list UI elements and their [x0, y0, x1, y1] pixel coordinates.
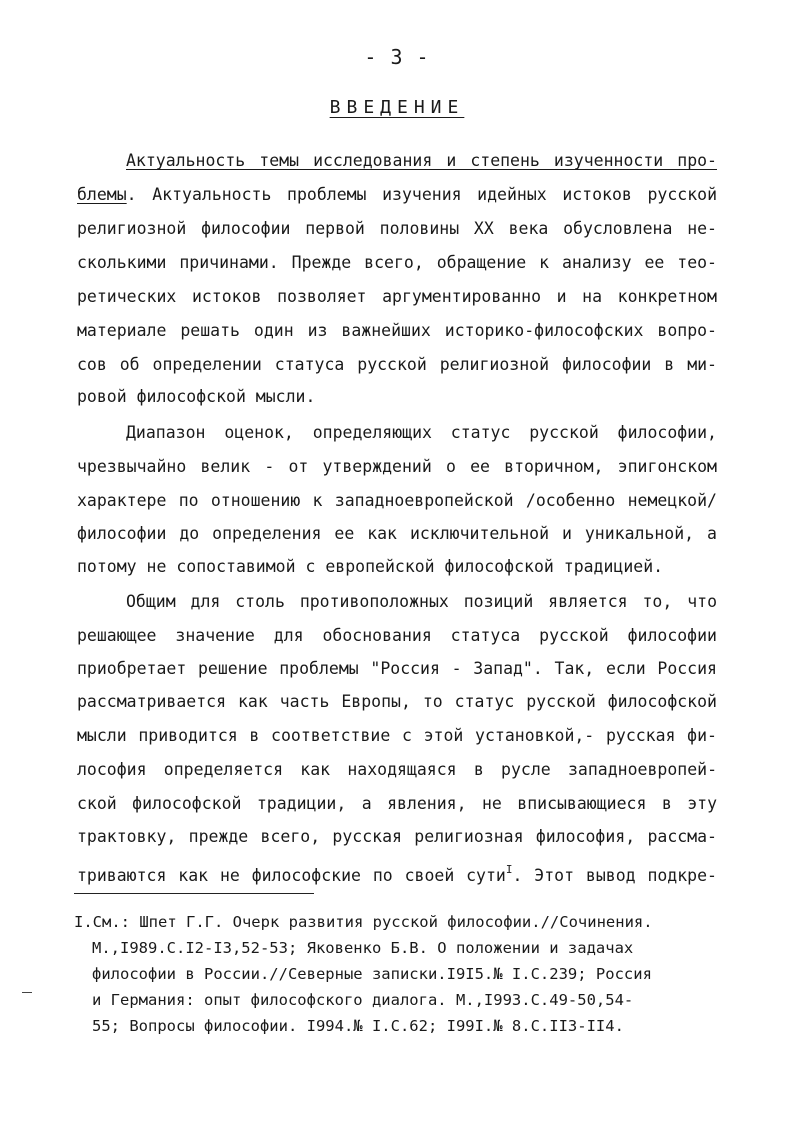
footnote-marker: I [505, 863, 513, 876]
paragraph-2-line-3: характере по отношению к западноевропейской /особенно немецкой/ [77, 491, 717, 510]
paragraph-3-line-8: трактовку, прежде всего, русская религиозная философия, рассма- [77, 827, 717, 846]
paragraph-2-line-5: потому не сопоставимой с европейской философской традицией. [77, 557, 664, 576]
section-title-text: ВВЕДЕНИЕ [329, 97, 465, 118]
paragraph-3-line-3: приобретает решение проблемы "Россия - Запад". Так, если Россия [77, 659, 717, 678]
subheading-part-1: Актуальность темы исследования и степень изученности про- [126, 151, 717, 170]
paragraph-3-line-4: рассматривается как часть Европы, то статус русской философской [77, 692, 717, 711]
paragraph-3-line-1: Общим для столь противоположных позиций является то, что [126, 592, 717, 611]
page-number: - 3 - [364, 45, 430, 69]
paragraph-2-line-2: чрезвычайно велик - от утверждений о ее вторичном, эпигонском [77, 457, 717, 476]
paragraph-1-line-6: материале решать один из важнейших историко-философских вопро- [77, 321, 717, 340]
paragraph-2-line-4: философии до определения ее как исключительной и уникальной, а [77, 524, 717, 543]
paragraph-1-line-7: сов об определении статуса русской религиозной философии в ми- [77, 355, 717, 374]
paragraph-3-line-9-rest: . Этот вывод подкре- [512, 866, 717, 885]
paragraph-2-line-1: Диапазон оценок, определяющих статус русской философии, [126, 423, 717, 442]
section-title [0, 97, 794, 118]
paragraph-1-line-2 [77, 184, 717, 206]
paragraph-1-line-8: ровой философской мысли. [77, 387, 316, 406]
paragraph-3-line-9-text: триваются как не философские по своей сути [77, 866, 506, 885]
footnote-line-3: философии в России.//Северные записки.I9I5.№ I.С.239; Россия [92, 965, 652, 983]
footnote-line-4: и Германия: опыт философского диалога. М.,I993.С.49-50,54- [92, 991, 634, 1009]
paragraph-1-line-3: религиозной философии первой половины XX века обусловлена не- [77, 219, 717, 238]
paragraph-1-line-5: ретических истоков позволяет аргументированно и на конкретном [77, 287, 717, 306]
paragraph-3-line-5: мысли приводится в соответствие с этой установкой,- русская фи- [77, 726, 717, 745]
margin-mark [22, 992, 32, 993]
paragraph-3-line-9 [77, 859, 717, 887]
paragraph-3-line-6: лософия определяется как находящаяся в русле западноевропей- [77, 760, 717, 779]
paragraph-3-line-7: ской философской традиции, а явления, не вписывающиеся в эту [77, 794, 717, 813]
footnote-line-2: М.,I989.С.I2-I3,52-53; Яковенко Б.В. О положении и задачах [92, 939, 634, 957]
paragraph-1-line-1 [126, 150, 717, 172]
footnote-line-1: I.См.: Шпет Г.Г. Очерк развития русской философии.//Сочинения. [74, 913, 653, 931]
paragraph-3-line-2: решающее значение для обоснования статуса русской философии [77, 626, 717, 645]
footnote-line-5: 55; Вопросы философии. I994.№ I.С.62; I99I.№ 8.С.II3-II4. [92, 1017, 624, 1035]
paragraph-1-line-2-rest: . Актуальность проблемы изучения идейных истоков русской [126, 185, 717, 204]
paragraph-1-line-4: сколькими причинами. Прежде всего, обращение к анализу ее тео- [77, 253, 717, 272]
footnote-separator [74, 893, 314, 894]
subheading-part-2: блемы [77, 185, 127, 204]
